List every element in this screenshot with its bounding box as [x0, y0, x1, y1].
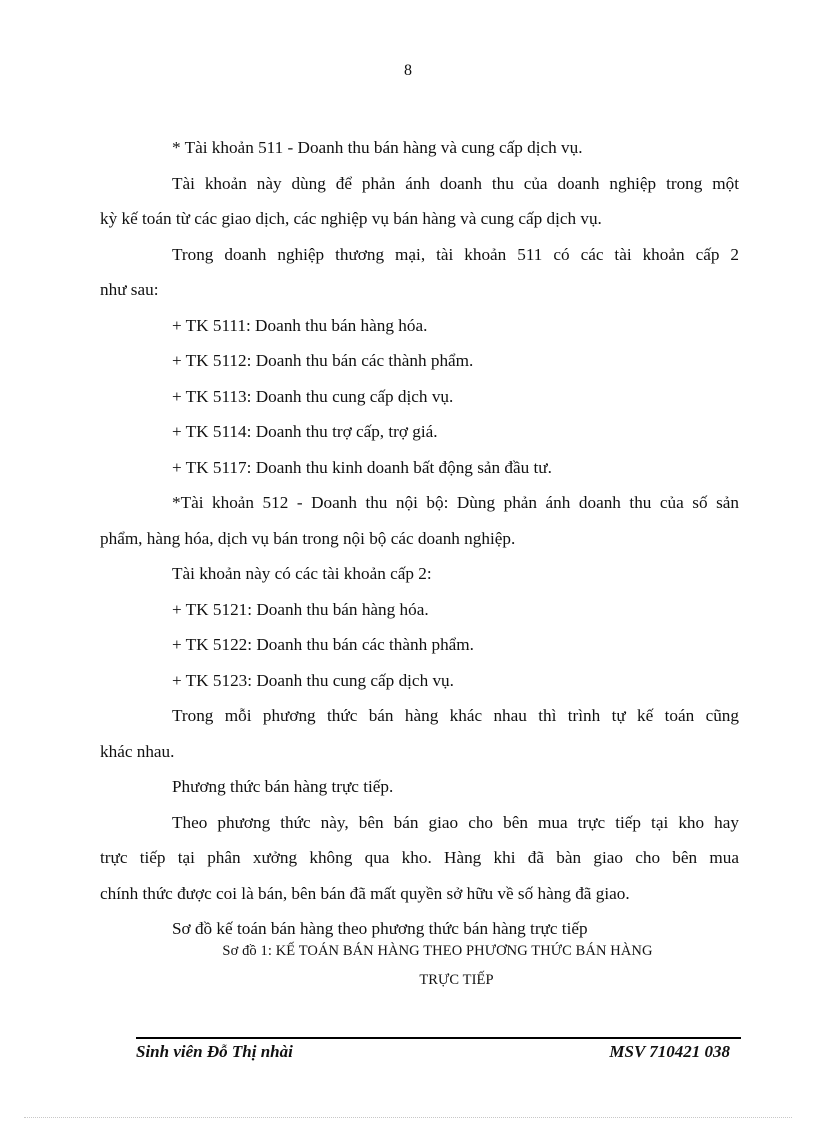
paragraph-line: + TK 5114: Doanh thu trợ cấp, trợ giá.	[172, 422, 438, 441]
paragraph-line: *Tài khoản 512 - Doanh thu nội bộ: Dùng phản ánh doanh thu của số sản	[172, 493, 739, 512]
paragraph-line: Tài khoản này dùng để phản ánh doanh thu của doanh nghiệp trong một	[172, 173, 739, 193]
paragraph	[136, 414, 739, 450]
paragraph	[100, 237, 739, 308]
paragraph	[100, 166, 739, 237]
paragraph-line: khác nhau.	[100, 741, 175, 761]
paragraph-line: + TK 5123: Doanh thu cung cấp dịch vụ.	[172, 670, 454, 690]
paragraph	[136, 379, 739, 415]
paragraph	[136, 663, 739, 699]
paragraph-line: + TK 5122: Doanh thu bán các thành phẩm.	[172, 635, 474, 654]
paragraph-line: + TK 5112: Doanh thu bán các thành phẩm.	[172, 351, 474, 370]
page-edge-divider	[24, 1117, 792, 1118]
paragraph	[100, 698, 739, 769]
footer-rule	[136, 1037, 741, 1039]
paragraph	[100, 485, 739, 556]
page-number: 8	[404, 62, 412, 79]
paragraph	[136, 130, 739, 166]
paragraph-line: Sơ đồ kế toán bán hàng theo phương thức bán hàng trực tiếp	[172, 919, 588, 938]
paragraph-line: Trong doanh nghiệp thương mại, tài khoản 511 có các tài khoản cấp 2	[172, 244, 739, 264]
paragraph	[100, 805, 739, 912]
paragraph-line: Phương thức bán hàng trực tiếp.	[172, 777, 394, 796]
footer-student-name: Sinh viên Đỗ Thị nhài	[136, 1042, 293, 1061]
paragraph	[136, 592, 739, 628]
paragraph	[136, 556, 739, 592]
paragraph-line: kỳ kế toán từ các giao dịch, các nghiệp vụ bán hàng và cung cấp dịch vụ.	[100, 209, 602, 228]
paragraph-line: + TK 5113: Doanh thu cung cấp dịch vụ.	[172, 386, 454, 406]
diagram-caption-line-2: TRỰC TIẾP	[419, 972, 494, 988]
paragraph-line: + TK 5111: Doanh thu bán hàng hóa.	[172, 315, 428, 335]
paragraph-line: + TK 5121: Doanh thu bán hàng hóa.	[172, 599, 429, 619]
paragraph-line: chính thức được coi là bán, bên bán đã mất quyền sở hữu về số hàng đã giao.	[100, 883, 630, 903]
paragraph-line: Theo phương thức này, bên bán giao cho bên mua trực tiếp tại kho hay	[172, 812, 739, 832]
paragraph	[136, 627, 739, 663]
body-text	[100, 130, 739, 947]
footer-student-id: MSV 710421 038	[609, 1042, 730, 1061]
paragraph	[136, 308, 739, 344]
diagram-caption	[136, 937, 739, 995]
paragraph-line: Tài khoản này có các tài khoản cấp 2:	[172, 564, 432, 583]
paragraph-line: như sau:	[100, 280, 159, 299]
paragraph	[136, 343, 739, 379]
diagram-caption-line-1: Sơ đồ 1: KẾ TOÁN BÁN HÀNG THEO PHƯƠNG THỨC BÁN HÀNG	[222, 943, 653, 959]
paragraph-line: + TK 5117: Doanh thu kinh doanh bất động sản đầu tư.	[172, 457, 552, 477]
paragraph-line: Trong mỗi phương thức bán hàng khác nhau thì trình tự kế toán cũng	[172, 706, 739, 725]
paragraph-line: trực tiếp tại phân xưởng không qua kho. Hàng khi đã bàn giao cho bên mua	[100, 848, 739, 867]
paragraph	[136, 450, 739, 486]
paragraph	[136, 769, 739, 805]
paragraph-line: * Tài khoản 511 - Doanh thu bán hàng và cung cấp dịch vụ.	[172, 138, 583, 157]
paragraph-line: phẩm, hàng hóa, dịch vụ bán trong nội bộ các doanh nghiệp.	[100, 528, 516, 548]
